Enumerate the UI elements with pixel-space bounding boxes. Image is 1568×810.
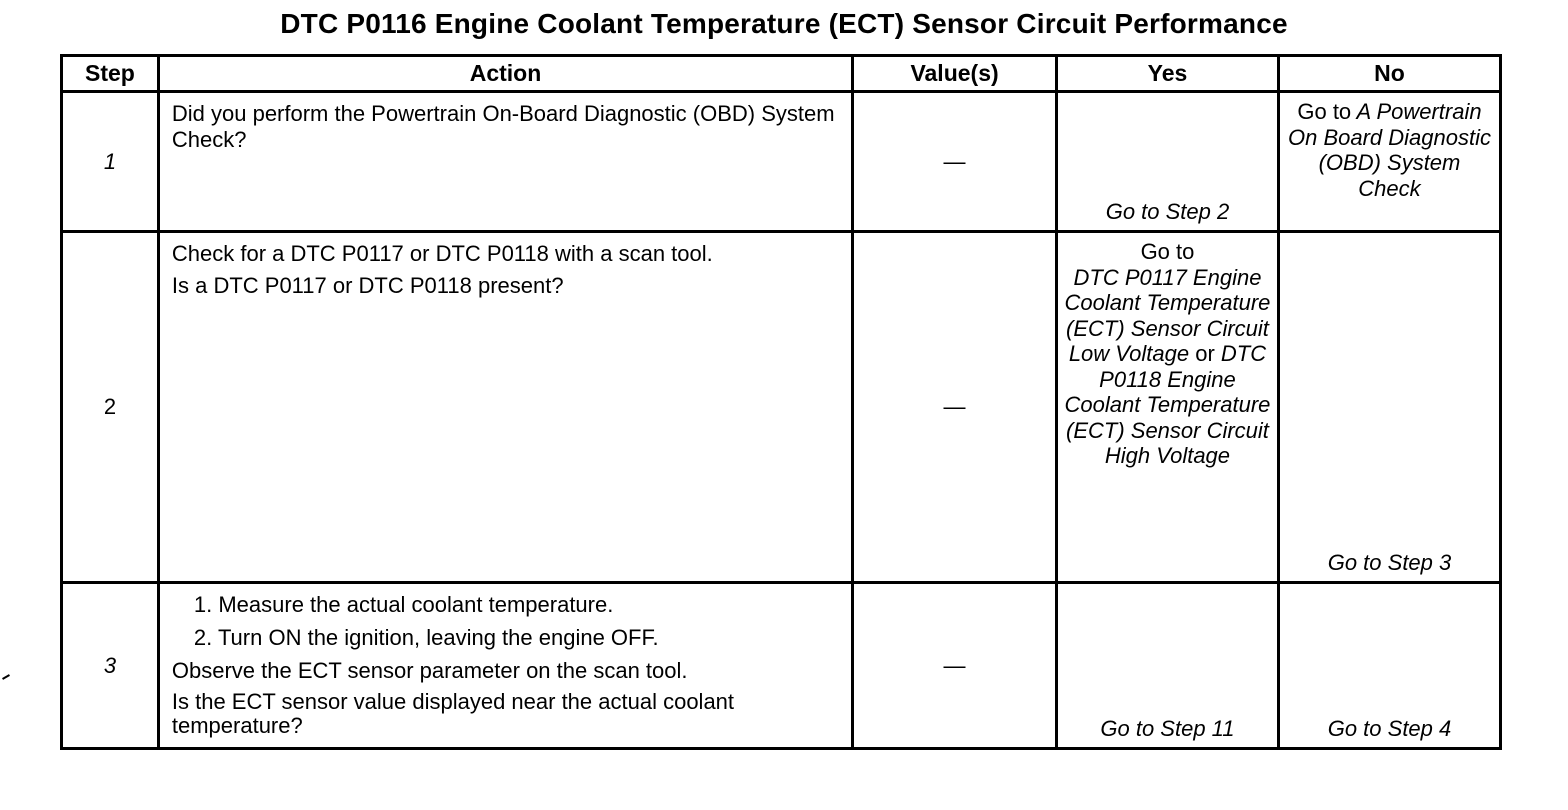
value-cell: — <box>853 92 1057 232</box>
yes-text: Go to Step 11 <box>1100 715 1235 741</box>
no-prefix: Go to <box>1297 99 1352 124</box>
action-cell <box>158 92 852 232</box>
no-cell <box>1278 583 1500 749</box>
yes-text-1: DTC P0117 Engine Coolant Temperature (ECT) Sensor Circuit Low Voltage <box>1064 264 1271 366</box>
yes-cell <box>1056 232 1278 583</box>
yes-or: or <box>1195 341 1215 366</box>
scan-artifact-mark <box>2 674 10 680</box>
header-step: Step <box>62 56 159 92</box>
step-number: 3 <box>62 583 159 749</box>
step-number: 1 <box>62 92 159 232</box>
action-question: Is a DTC P0117 or DTC P0118 present? <box>171 273 564 298</box>
diagnostic-table <box>60 54 1502 750</box>
value-cell: — <box>853 232 1057 583</box>
action-question: Is the ECT sensor value displayed near the actual coolant temperature? <box>171 689 735 738</box>
yes-text-2: DTC P0118 Engine Coolant Temperature (ECT) Sensor Circuit High Voltage <box>1064 341 1271 468</box>
action-cell <box>158 583 852 749</box>
no-cell <box>1278 232 1500 583</box>
yes-text: Go to Step 2 <box>1105 198 1230 224</box>
table-row-step-2 <box>62 232 1501 583</box>
yes-prefix: Go to <box>1140 239 1195 264</box>
table-row-step-3 <box>62 583 1501 749</box>
action-list-item: 2. Turn ON the ignition, leaving the engine OFF. <box>193 625 659 650</box>
table-row-step-1 <box>62 92 1501 232</box>
yes-cell <box>1056 583 1278 749</box>
no-text: Go to Step 4 <box>1327 715 1452 741</box>
action-list-item: 1. Measure the actual coolant temperature. <box>193 592 614 617</box>
yes-cell <box>1056 92 1278 232</box>
header-values: Value(s) <box>853 56 1057 92</box>
no-text: Go to Step 3 <box>1327 549 1452 575</box>
value-cell: — <box>853 583 1057 749</box>
action-text: Did you perform the Powertrain On-Board Diagnostic (OBD) System Check? <box>171 101 835 152</box>
step-number: 2 <box>62 232 159 583</box>
header-yes: Yes <box>1056 56 1278 92</box>
no-cell <box>1278 92 1500 232</box>
action-text: Observe the ECT sensor parameter on the scan tool. <box>171 658 688 683</box>
page-title: DTC P0116 Engine Coolant Temperature (ECT) Sensor Circuit Performance <box>280 8 1288 39</box>
action-text: Check for a DTC P0117 or DTC P0118 with a scan tool. <box>171 241 713 266</box>
action-cell <box>158 232 852 583</box>
header-no: No <box>1278 56 1500 92</box>
header-row <box>62 56 1501 92</box>
no-text: A Powertrain On Board Diagnostic (OBD) System Check <box>1287 99 1491 201</box>
header-action: Action <box>158 56 852 92</box>
